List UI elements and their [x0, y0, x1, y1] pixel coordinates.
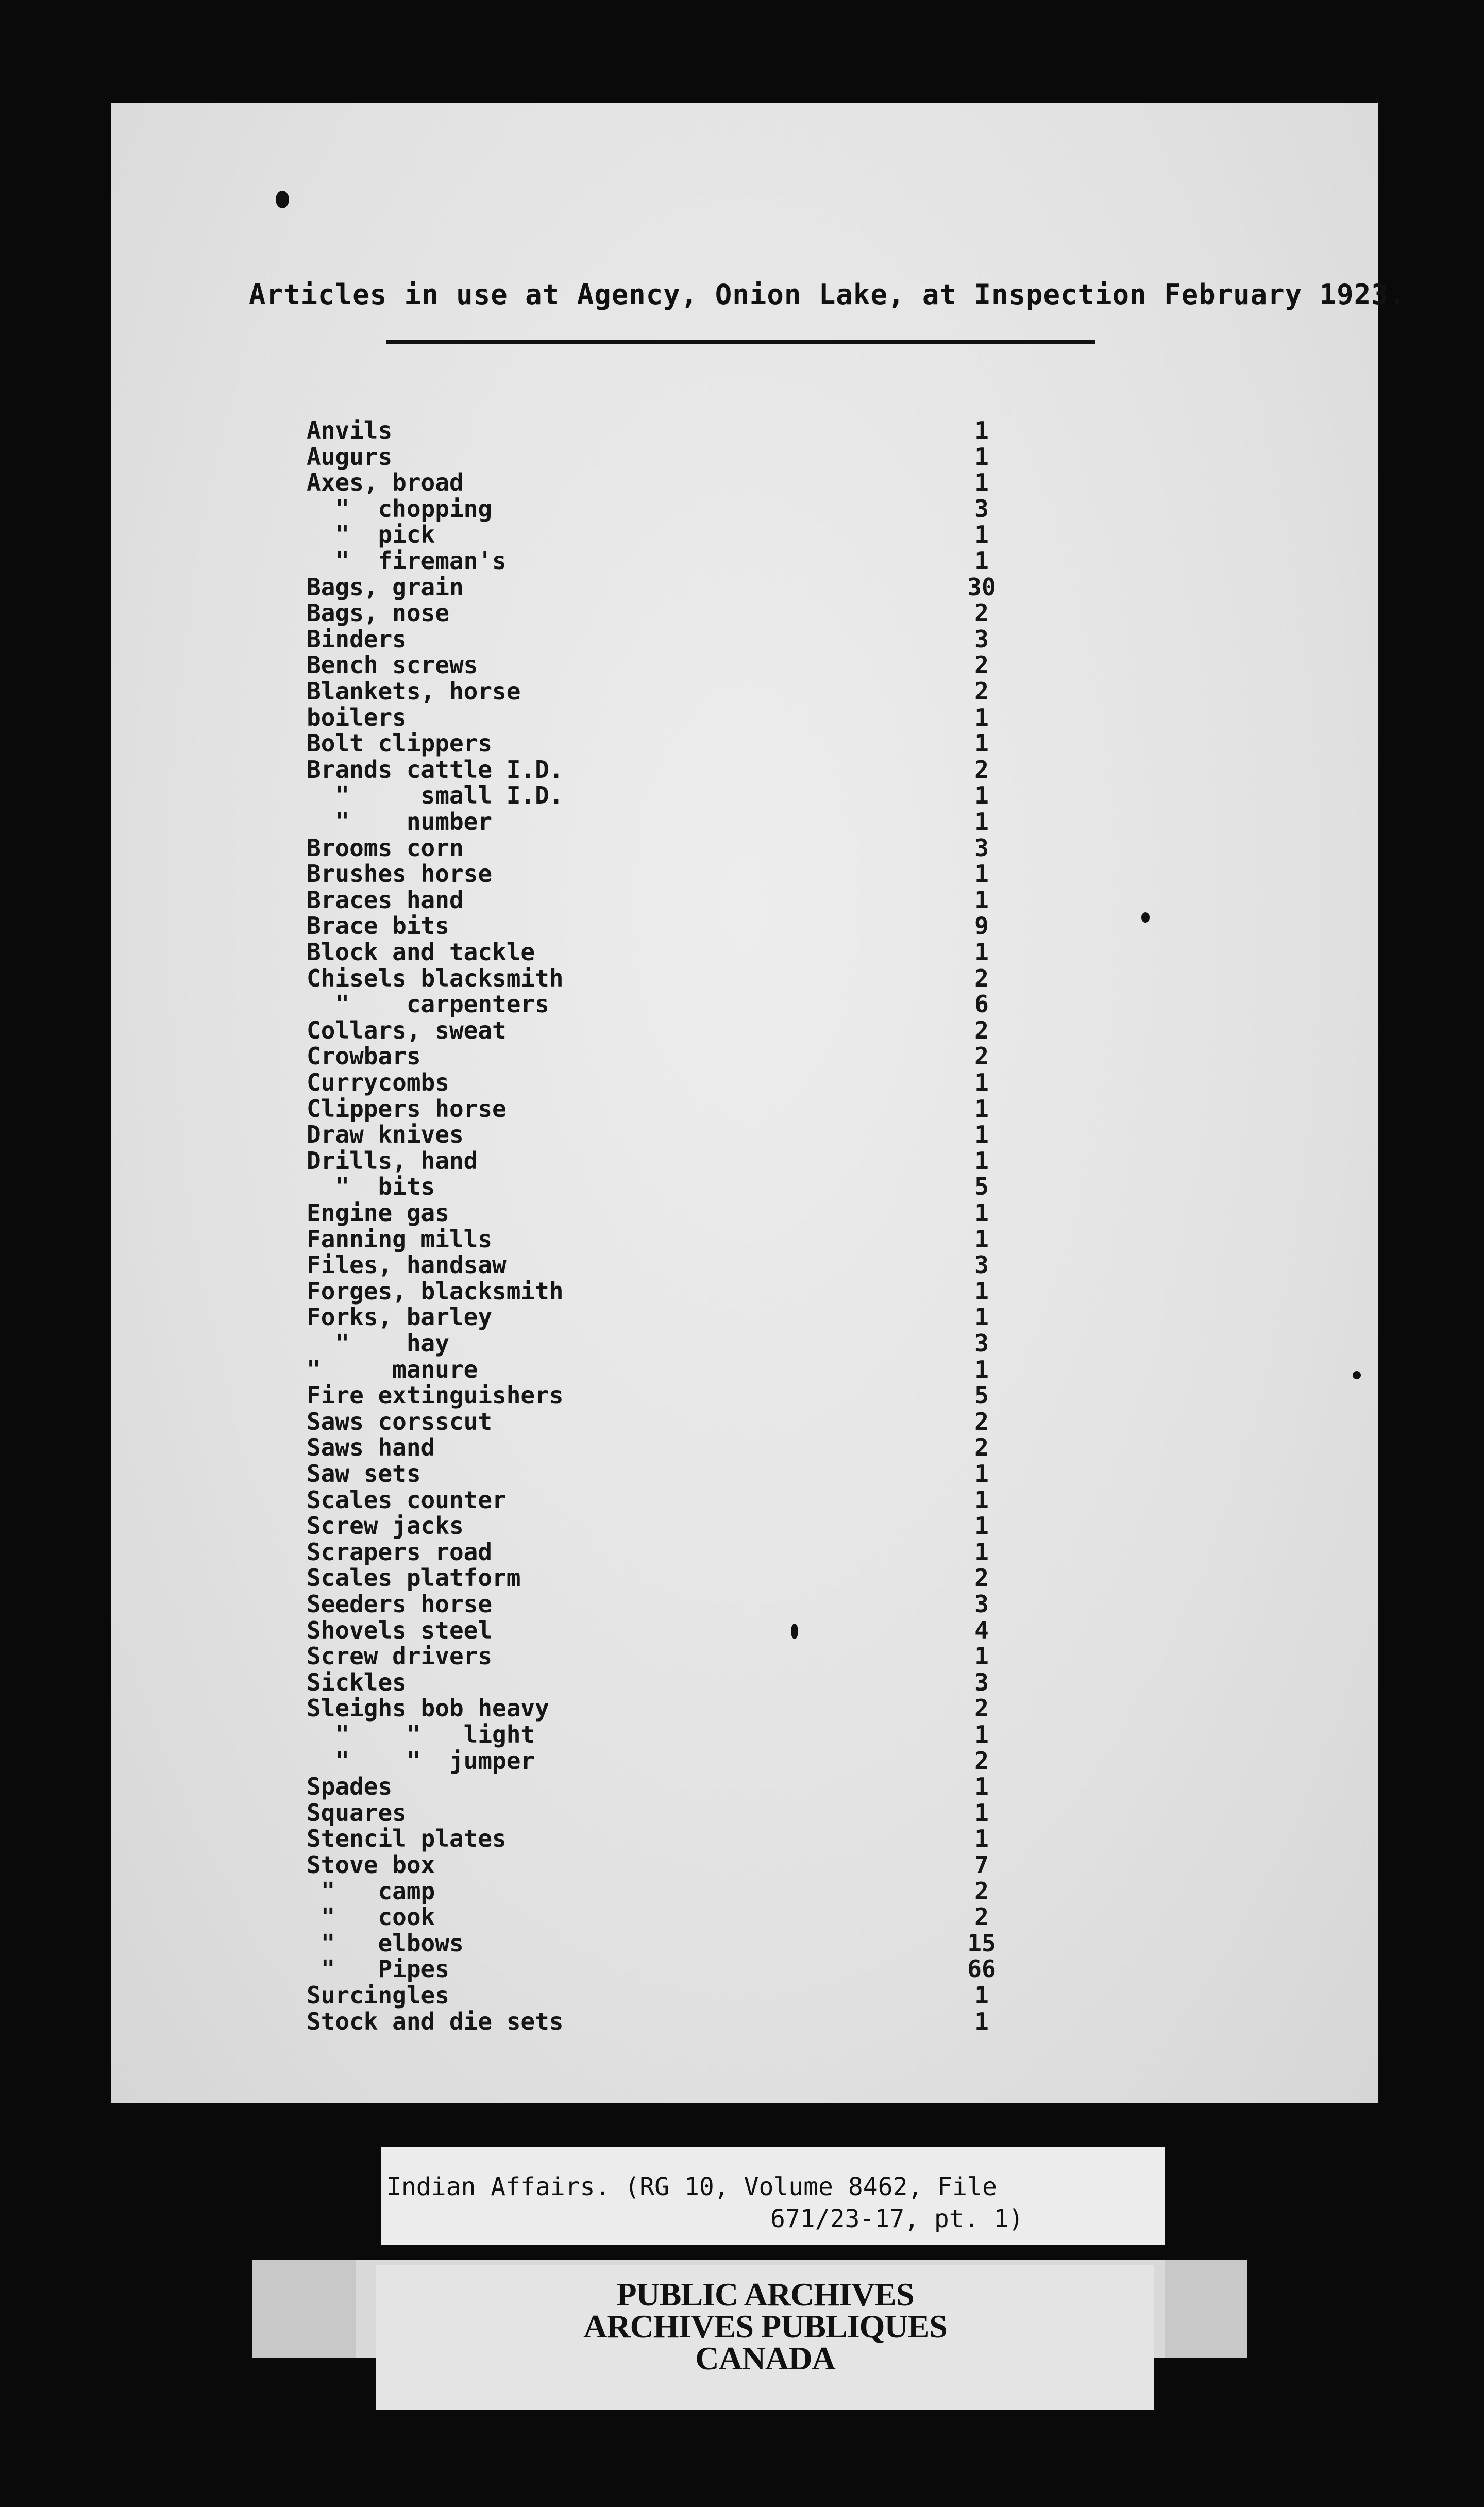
item-name: Screw drivers [307, 1642, 493, 1670]
item-name: Brooms corn [307, 833, 464, 862]
item-quantity: 3 [974, 1251, 989, 1279]
list-item [111, 1278, 1378, 1304]
item-quantity: 15 [967, 1929, 996, 1957]
item-name: Sickles [307, 1668, 407, 1696]
item-quantity: 1 [974, 1485, 989, 1514]
list-item [111, 1904, 1378, 1930]
stamp-line-2: ARCHIVES PUBLIQUES [583, 2308, 947, 2345]
list-item [111, 965, 1378, 991]
item-name: Saw sets [307, 1460, 421, 1488]
item-quantity: 66 [967, 1955, 996, 1983]
item-quantity: 3 [974, 625, 989, 653]
item-name: Scales counter [307, 1485, 507, 1514]
item-quantity: 1 [974, 1825, 989, 1853]
item-quantity: 1 [974, 442, 989, 471]
item-quantity: 1 [974, 1199, 989, 1227]
archive-reference-label [381, 2147, 1165, 2245]
list-item [111, 913, 1378, 939]
item-name: Bolt clippers [307, 729, 493, 758]
item-name: Axes, broad [307, 469, 464, 497]
reference-line-2: 671/23-17, pt. 1) [770, 2204, 1024, 2233]
list-item [111, 1200, 1378, 1226]
list-item [111, 730, 1378, 756]
list-item [111, 1148, 1378, 1174]
list-item [111, 705, 1378, 730]
list-item [111, 939, 1378, 965]
item-quantity: 2 [974, 964, 989, 992]
item-name: " elbows [307, 1929, 464, 1957]
item-name: " hay [307, 1329, 449, 1357]
item-quantity: 2 [974, 677, 989, 705]
item-quantity: 3 [974, 1590, 989, 1618]
item-name: Forks, barley [307, 1303, 493, 1331]
item-name: Seeders horse [307, 1590, 493, 1618]
stamp-line-1: PUBLIC ARCHIVES [616, 2276, 914, 2313]
list-item [111, 1695, 1378, 1721]
list-item [111, 782, 1378, 808]
item-name: Scales platform [307, 1564, 521, 1592]
item-name: " cook [307, 1903, 435, 1931]
item-name: Engine gas [307, 1199, 449, 1227]
item-quantity: 1 [974, 860, 989, 888]
item-name: " carpenters [307, 990, 549, 1018]
list-item [111, 470, 1378, 495]
item-name: Surcingles [307, 1981, 449, 2009]
item-name: Spades [307, 1773, 393, 1801]
list-item [111, 1461, 1378, 1486]
item-quantity: 1 [974, 729, 989, 758]
list-item [111, 1252, 1378, 1278]
list-item [111, 887, 1378, 913]
list-item [111, 1774, 1378, 1799]
item-quantity: 1 [974, 1303, 989, 1331]
item-name: boilers [307, 703, 407, 731]
item-name: Currycombs [307, 1068, 449, 1096]
stamp-bar-end [252, 2260, 356, 2358]
item-quantity: 1 [974, 1537, 989, 1566]
list-item [111, 600, 1378, 626]
item-quantity: 6 [974, 990, 989, 1018]
item-name: Bags, nose [307, 599, 449, 627]
ink-speck [791, 1624, 798, 1639]
page-title: Articles in use at Agency, Onion Lake, at Inspection February 1923. [249, 278, 1406, 311]
list-item [111, 1591, 1378, 1617]
item-quantity: 5 [974, 1381, 989, 1410]
ink-speck [276, 191, 289, 208]
item-name: Shovels steel [307, 1616, 493, 1644]
stamp-bar-end [1165, 2260, 1247, 2358]
list-item [111, 1382, 1378, 1408]
item-name: " bits [307, 1173, 435, 1201]
item-name: Block and tackle [307, 938, 535, 966]
item-name: Brands cattle I.D. [307, 755, 564, 783]
item-name: " " light [307, 1720, 535, 1748]
list-item [111, 1800, 1378, 1826]
item-name: Scrapers road [307, 1537, 493, 1566]
item-name: Draw knives [307, 1121, 464, 1149]
list-item [111, 1826, 1378, 1851]
reference-line-1: Indian Affairs. (RG 10, Volume 8462, File [386, 2172, 997, 2201]
item-quantity: 1 [974, 1798, 989, 1827]
item-quantity: 1 [974, 1277, 989, 1305]
list-item [111, 1409, 1378, 1434]
item-quantity: 2 [974, 599, 989, 627]
item-name: Screw jacks [307, 1512, 464, 1540]
item-quantity: 1 [974, 781, 989, 810]
title-underline [386, 340, 1095, 344]
item-quantity: 1 [974, 703, 989, 731]
item-quantity: 2 [974, 1694, 989, 1723]
item-name: Anvils [307, 416, 393, 444]
item-name: Squares [307, 1798, 407, 1827]
list-item [111, 1226, 1378, 1252]
list-item [111, 2009, 1378, 2034]
stamp-line-3: CANADA [695, 2340, 835, 2377]
list-item [111, 1565, 1378, 1591]
item-quantity: 3 [974, 1668, 989, 1696]
item-name: Chisels blacksmith [307, 964, 564, 992]
list-item [111, 548, 1378, 574]
item-quantity: 1 [974, 1146, 989, 1175]
item-quantity: 1 [974, 808, 989, 835]
item-quantity: 5 [974, 1173, 989, 1201]
item-name: Saws hand [307, 1433, 435, 1462]
item-name: Stencil plates [307, 1825, 507, 1853]
item-name: " small I.D. [307, 781, 564, 810]
list-item [111, 652, 1378, 678]
archive-stamp [376, 2265, 1154, 2410]
item-name: " " jumper [307, 1746, 535, 1775]
item-quantity: 2 [974, 1407, 989, 1435]
list-item [111, 1304, 1378, 1330]
item-quantity: 7 [974, 1851, 989, 1879]
item-quantity: 3 [974, 833, 989, 862]
list-item [111, 1722, 1378, 1747]
item-name: Augurs [307, 442, 393, 471]
list-item [111, 626, 1378, 652]
list-item [111, 1174, 1378, 1199]
list-item [111, 1930, 1378, 1956]
item-quantity: 1 [974, 2007, 989, 2035]
item-quantity: 1 [974, 416, 989, 444]
list-item [111, 678, 1378, 704]
item-name: Collars, sweat [307, 1016, 507, 1044]
item-quantity: 1 [974, 469, 989, 497]
list-item [111, 496, 1378, 522]
item-name: " Pipes [307, 1955, 449, 1983]
item-quantity: 2 [974, 1042, 989, 1071]
item-name: " chopping [307, 494, 493, 523]
item-name: " manure [307, 1355, 478, 1383]
item-name: Clippers horse [307, 1094, 507, 1123]
list-item [111, 1122, 1378, 1147]
list-item [111, 757, 1378, 782]
item-name: Forges, blacksmith [307, 1277, 564, 1305]
item-quantity: 1 [974, 1981, 989, 2009]
item-name: Bags, grain [307, 573, 464, 601]
item-name: Brushes horse [307, 860, 493, 888]
item-name: Saws corsscut [307, 1407, 493, 1435]
list-item [111, 835, 1378, 861]
item-quantity: 9 [974, 912, 989, 940]
list-item [111, 1617, 1378, 1643]
item-name: Stock and die sets [307, 2007, 564, 2035]
list-item [111, 1748, 1378, 1774]
item-quantity: 3 [974, 1329, 989, 1357]
item-quantity: 2 [974, 1016, 989, 1044]
list-item [111, 1330, 1378, 1356]
item-quantity: 1 [974, 1773, 989, 1801]
list-item [111, 574, 1378, 600]
item-name: Crowbars [307, 1042, 421, 1071]
item-quantity: 30 [967, 573, 996, 601]
item-quantity: 1 [974, 547, 989, 575]
item-quantity: 2 [974, 1746, 989, 1775]
list-item [111, 1069, 1378, 1095]
list-item [111, 522, 1378, 547]
list-item [111, 1539, 1378, 1565]
list-item [111, 444, 1378, 470]
list-item [111, 1852, 1378, 1878]
item-quantity: 2 [974, 651, 989, 679]
item-quantity: 1 [974, 1460, 989, 1488]
list-item [111, 1643, 1378, 1669]
item-name: Fire extinguishers [307, 1381, 564, 1410]
list-item [111, 1487, 1378, 1513]
item-name: " pick [307, 521, 435, 549]
item-name: " fireman's [307, 547, 507, 575]
item-quantity: 2 [974, 1903, 989, 1931]
item-name: " camp [307, 1877, 435, 1905]
item-name: Files, handsaw [307, 1251, 507, 1279]
item-name: Stove box [307, 1851, 435, 1879]
list-item [111, 1513, 1378, 1539]
item-quantity: 2 [974, 1877, 989, 1905]
list-item [111, 809, 1378, 834]
item-quantity: 1 [974, 1642, 989, 1670]
item-quantity: 3 [974, 494, 989, 523]
item-name: Braces hand [307, 885, 464, 914]
list-item [111, 991, 1378, 1017]
item-quantity: 1 [974, 1355, 989, 1383]
item-quantity: 1 [974, 1225, 989, 1253]
item-name: Drills, hand [307, 1146, 478, 1175]
list-item [111, 1096, 1378, 1122]
document-page [111, 103, 1406, 2103]
item-name: Blankets, horse [307, 677, 521, 705]
item-quantity: 1 [974, 938, 989, 966]
item-quantity: 2 [974, 1433, 989, 1462]
item-name: Brace bits [307, 912, 449, 940]
list-item [111, 1357, 1378, 1382]
list-item [111, 417, 1378, 443]
list-item [111, 1982, 1378, 2008]
item-quantity: 1 [974, 1720, 989, 1748]
list-item [111, 1669, 1378, 1695]
item-name: Binders [307, 625, 407, 653]
item-name: Fanning mills [307, 1225, 493, 1253]
item-quantity: 1 [974, 1068, 989, 1096]
list-item [111, 1043, 1378, 1069]
list-item [111, 1017, 1378, 1043]
item-quantity: 1 [974, 521, 989, 549]
list-item [111, 1878, 1378, 1904]
list-item [111, 861, 1378, 887]
item-quantity: 4 [974, 1616, 989, 1644]
item-quantity: 2 [974, 755, 989, 783]
item-name: " number [307, 808, 493, 835]
item-quantity: 1 [974, 885, 989, 914]
item-name: Bench screws [307, 651, 478, 679]
ink-speck [1141, 912, 1150, 923]
ink-speck [1353, 1371, 1361, 1379]
list-item [111, 1434, 1378, 1460]
item-quantity: 1 [974, 1094, 989, 1123]
item-quantity: 2 [974, 1564, 989, 1592]
list-item [111, 1956, 1378, 1982]
item-quantity: 1 [974, 1121, 989, 1149]
item-name: Sleighs bob heavy [307, 1694, 549, 1723]
item-quantity: 1 [974, 1512, 989, 1540]
